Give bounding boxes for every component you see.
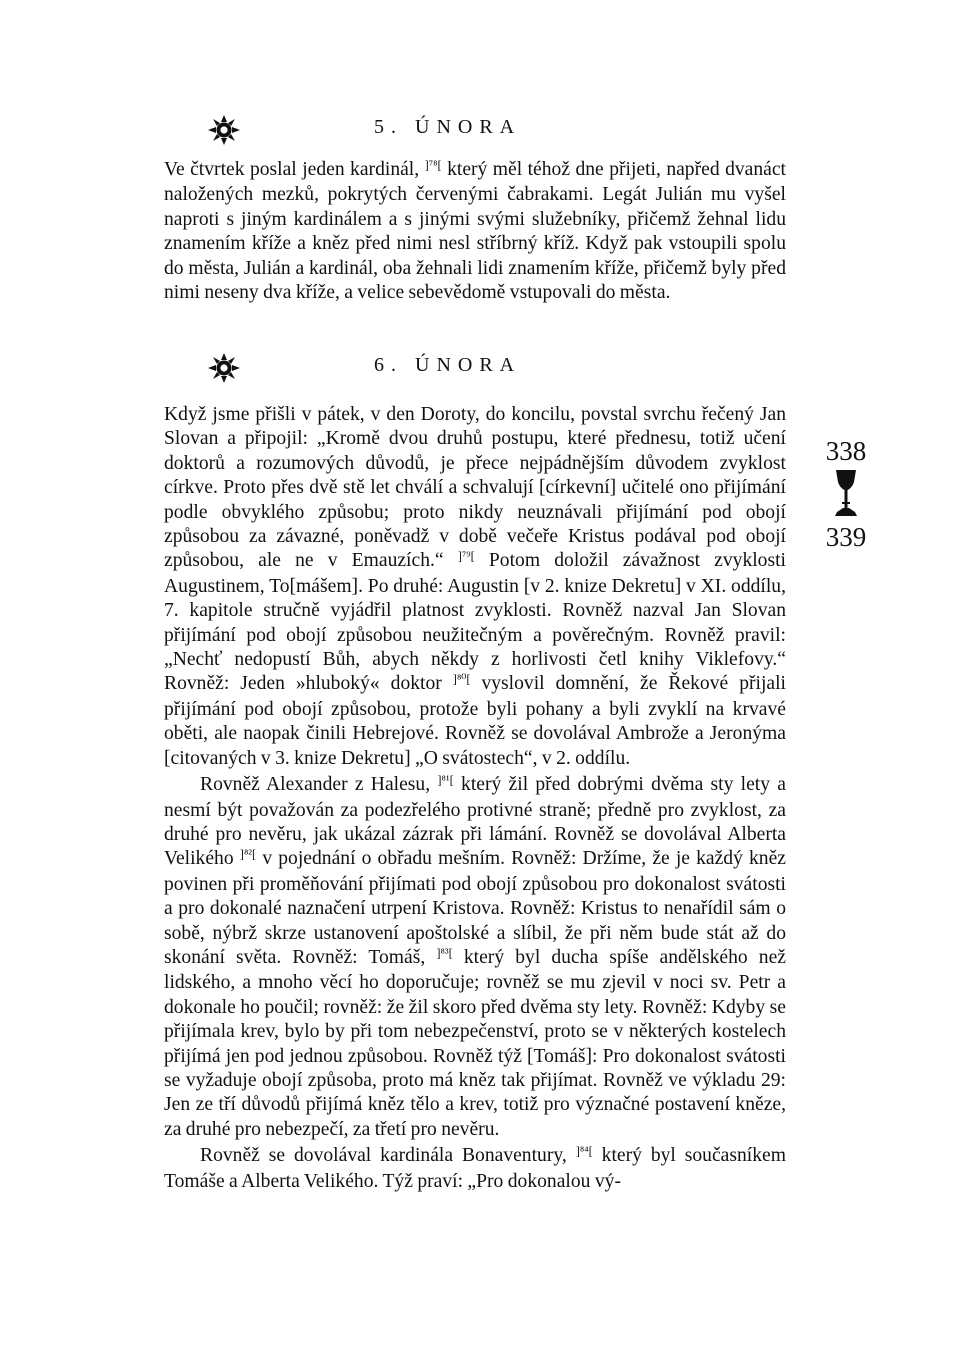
footnote-marker: ]⁸⁰[ xyxy=(452,672,471,687)
paragraph-text: Ve čtvrtek poslal jeden kardinál, xyxy=(164,159,425,180)
paragraph xyxy=(164,1144,786,1194)
paragraph-text: který měl téhož dne přijeti, napřed dvanáct naložených mezků, pokrytých červenými čabrakami. Legát Julián mu vyšel naproti s jiným kardinálem a s jinými svými služebníky, přičemž žehnal lidu znamením kříže a kněz před nimi nesl stříbrný kříž. Když pak vstoupili spolu do města, Julián a kardinál, oba žehnali lidi znamením kříže, přičemž byly před nimi neseny dva kříže, a velice sebevědomě vstupovali do města. xyxy=(164,159,786,304)
section-title: 6. ÚNORA xyxy=(374,354,522,376)
paragraph-text: Když jsme přišli v pátek, v den Doroty, do koncilu, povstal svrchu řečený Jan Slovan a připojil: „Kromě dvou druhů postupu, které přednesu, totiž učení doktorů a rozumových důvodů, je přece nejpádnějším důvodem zvyklost církve. Proto přes dvě stě let chválí a schvalují [církevní] učitelé ono přijímání podle obvyklého způsobu; proto nikdy neuznávali přijímání pod obojí způsobou za závazné, poněvadž v době večeře Kristus podával pod obojí způsobou, ale ne v Emauzích.“ xyxy=(164,404,786,572)
paragraph-text: který byl ducha spíše andělského než lidského, a mnoho věcí ho doporučuje; rovněž se mu zjevil v noci sv. Petr a dokonale ho poučil; rovněž: že žil skoro před dvěma sty lety. Rovněž: Kdyby se přijímala krev, bylo by při tom nebezpečenství, proto se v některých kostelech přijímá jen pod jednou způsobou. Rovněž týž [Tomáš]: Pro dokonalost svátosti se vyžaduje obojí způsoba, proto má kněz tak přijímat. Rovněž ve výkladu 29: Jen ze tří důvodů přijímá kněz tělo a krev, totiž pro význačné postavení kněze, za druhé pro nebezpečí, za třetí pro nevěru. xyxy=(164,946,786,1140)
sun-ornament-icon xyxy=(206,114,242,146)
paragraph-text: Rovněž Alexander z Halesu, xyxy=(200,774,438,796)
footnote-marker: ]⁷⁹[ xyxy=(457,549,475,564)
paragraph-text: Potom doložil závažnost zvyklosti Augustinem, To[mášem]. Po druhé: Augustin [v 2. knize Dekretu] v XI. oddílu, 7. kapitole stručně vyjádřil platnost zvyklosti. Rovněž nazval Jan Slovan přijímání pod obojí způsobou neužitečným a pověrečným. Rovněž pravil: „Nechť nedopustí Bůh, abych někdy z horlivosti četl knihy Viklefovy.“ Rovněž: Jeden »hluboký« doktor xyxy=(164,550,786,695)
section-title: 5. ÚNORA xyxy=(374,116,522,138)
page-number-bottom: 339 xyxy=(825,522,867,552)
paragraph-text: který byl současníkem Tomáše a Alberta Velikého. Týž praví: „Pro dokonalou vý- xyxy=(164,1145,786,1192)
section-body-6-unora xyxy=(164,403,786,1194)
section-body-5-unora xyxy=(164,158,786,305)
paragraph-text: v pojednání o obřadu mešním. Rovněž: Držíme, že je každý kněz povinen při proměňování přijímati pod obojí způsobou pro dokonalost svátosti a pro dokonalé naznačení utrpení Kristova. Rovněž: Kristus to nenařídil sám o sobě, nýbrž skrze ustanovení apoštolské a slíbil, že při něm bude stát až do skonání světa. Rovněž: Tomáš, xyxy=(164,848,786,968)
sun-ornament-icon xyxy=(206,352,242,384)
footnote-marker: ]⁸⁴[ xyxy=(575,1144,593,1159)
footnote-marker: ]⁸¹[ xyxy=(437,773,454,788)
section-heading-5-unora xyxy=(164,114,786,148)
chalice-icon xyxy=(828,468,864,520)
footnote-marker: ]⁸²[ xyxy=(239,847,257,862)
paragraph xyxy=(164,158,786,305)
footnote-marker: ]⁷⁸[ xyxy=(424,158,442,172)
page-number-top: 338 xyxy=(825,436,867,466)
section-heading-6-unora xyxy=(164,352,786,386)
paragraph-text: který žil před dobrými dvěma sty lety a nesmí být považován za podezřelého protivné straně; předně pro zvyklost, za druhé pro nevěru, jak ukázal zázrak při lámání. Rovněž se dovolával Alberta Velikého xyxy=(164,774,786,870)
margin-page-marker xyxy=(812,436,880,552)
paragraph-text: vyslovil domnění, že Řekové přijali přijímání pod obojí způsobou, protože byli pohany a byli zvyklí na krvavé oběti, ale naopak činili Hebrejové. Rovněž se dovolával Ambrože a Jeronýma [citovaných v 3. knize Dekretu] „O svátostech“, v 2. oddílu. xyxy=(164,673,786,769)
paragraph xyxy=(164,773,786,1142)
paragraph xyxy=(164,403,786,771)
paragraph-text: Rovněž se dovolával kardinála Bonaventury, xyxy=(200,1145,576,1167)
footnote-marker: ]⁸³[ xyxy=(436,945,453,960)
